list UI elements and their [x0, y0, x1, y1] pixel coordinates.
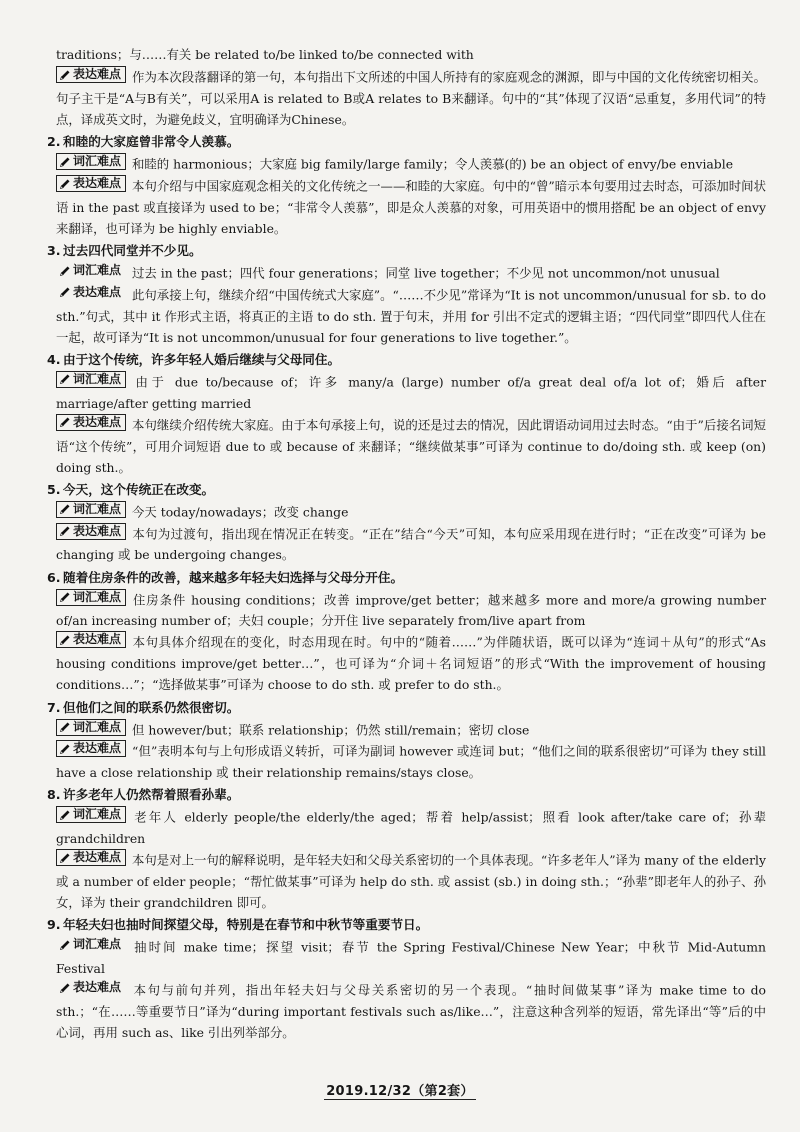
source-sentence: 今天，这个传统正在改变。: [63, 481, 215, 497]
pencil-icon: [59, 634, 71, 646]
pencil-icon: [59, 809, 71, 821]
note-text: 和睦的 harmonious；大家庭 big family/large family；令人羡慕(的) be an object of envy/be enviable: [132, 156, 734, 172]
tag-label: 表达难点: [73, 414, 122, 429]
expression-note: [56, 523, 766, 566]
item-number: 8.: [47, 787, 61, 803]
translation-item: [47, 349, 766, 478]
vocabulary-note: [56, 719, 766, 741]
pencil-icon: [59, 743, 71, 755]
vocabulary-note: [56, 589, 766, 632]
source-sentence: 随着住房条件的改善，越来越多年轻夫妇选择与父母分开住。: [63, 569, 404, 585]
item-number: 9.: [47, 917, 61, 933]
translation-item: [47, 479, 766, 566]
vocabulary-difficulty-tag: [56, 262, 126, 279]
note-text: 本句介绍与中国家庭观念相关的文化传统之一——和睦的大家庭。句中的“曾”暗示本句要用过去时态，可添加时间状语 in the past 或直接译为 used to be；“非常令人羡慕”，即是众人羡慕的对象，可用英语中的惯用搭配 be an object of envy 来翻译，也可译为 be highly enviable。: [56, 178, 766, 236]
note-text: 但 however/but；联系 relationship；仍然 still/remain；密切 close: [132, 722, 530, 738]
pencil-icon: [59, 178, 71, 190]
translation-item: [47, 697, 766, 784]
sentence-heading: [47, 131, 766, 153]
expression-note: [56, 631, 766, 695]
note-text: 老年人 elderly people/the elderly/the aged；帮着 help/assist；照看 look after/take care of；孙辈 grandchildren: [56, 809, 766, 846]
pencil-icon: [59, 939, 71, 951]
issue-page-number: 2019.12/32（第2套）: [326, 1084, 474, 1099]
vocabulary-difficulty-tag: [56, 501, 126, 518]
intro-line: traditions；与……有关 be related to/be linked to/be connected with: [56, 47, 474, 62]
note-text: “但”表明本句与上句形成语义转折，可译为副词 however 或连词 but；“他们之间的联系很密切”可译为 they still have a close relationship 或 their relationship remains/stays close。: [56, 743, 766, 780]
pencil-icon: [59, 525, 71, 537]
note-text: 今天 today/nowadays；改变 change: [132, 504, 349, 520]
note-text: 本句是对上一句的解释说明，是年轻夫妇和父母关系密切的一个具体表现。“许多老年人”译为 many of the elderly 或 a number of elder people；“帮忙做某事”可译为 help do sth. 或 assist (sb.) in doing sth.；“孙辈”即老年人的孙子、孙女，译为 their grandchildren 即可。: [56, 852, 766, 910]
translation-item: [47, 914, 766, 1043]
note-text: 此句承接上句，继续介绍“中国传统式大家庭”。“……不少见”常译为“It is not uncommon/unusual for sb. to do sth.”句式，其中 it 作形式主语，将真正的主语 to do sth. 置于句末，并用 for 引出不定式的逻辑主语；“四代同堂”即四代人住在一起，故可译为“It is not uncommon/unusual for four generations to live together.”。: [56, 287, 766, 345]
translation-item: [47, 240, 766, 348]
pencil-icon: [59, 265, 71, 277]
tag-label: 词汇难点: [73, 371, 122, 386]
item-number: 3.: [47, 243, 61, 259]
note-text: 抽时间 make time；探望 visit；春节 the Spring Festival/Chinese New Year；中秋节 Mid-Autumn Festival: [56, 939, 766, 976]
note-text: 本句继续介绍传统大家庭。由于本句承接上句，说的还是过去的情况，因此谓语动词用过去时态。“由于”后接名词短语“这个传统”，可用介词短语 due to 或 because of 来翻译；“继续做某事”可译为 continue to do/doing sth. 或 keep (on) doing sth.。: [56, 417, 766, 475]
note-text: 本句与前句并列，指出年轻夫妇与父母关系密切的另一个表现。“抽时间做某事”译为 make time to do sth.；“在……等重要节日”译为“during important festivals such as/like…”，注意这种含列举的短语，常先译出“等”后的中心词，再用 such as、like 引出列举部分。: [56, 982, 766, 1041]
expression-difficulty-tag: [56, 175, 126, 192]
vocabulary-difficulty-tag: [56, 806, 126, 823]
pencil-icon: [59, 982, 71, 994]
tag-label: 表达难点: [73, 850, 122, 865]
note-text: 住房条件 housing conditions；改善 improve/get better；越来越多 more and more/a growing number of/an increasing number of；夫妇 couple；分开住 live separately from/live apart from: [56, 592, 766, 629]
tag-label: 词汇难点: [73, 501, 122, 516]
item-number: 4.: [47, 351, 61, 367]
source-sentence: 年轻夫妇也抽时间探望父母，特别是在春节和中秋节等重要节日。: [63, 917, 429, 933]
pencil-icon: [59, 69, 71, 81]
expression-note: [56, 979, 766, 1043]
item-number: 6.: [47, 569, 61, 585]
source-sentence: 过去四代同堂并不少见。: [63, 243, 202, 259]
tag-label: 表达难点: [73, 632, 122, 647]
item-number: 5.: [47, 481, 61, 497]
intro-expression-note: [56, 66, 766, 130]
vocabulary-difficulty-tag: [56, 589, 126, 606]
vocabulary-note: [56, 936, 766, 979]
sentence-heading: [47, 914, 766, 936]
expression-difficulty-tag: [56, 740, 126, 757]
tag-label: 词汇难点: [73, 263, 122, 278]
vocabulary-difficulty-tag: [56, 936, 126, 953]
translation-item: [47, 131, 766, 239]
translation-item: [47, 567, 766, 696]
vocabulary-difficulty-tag: [56, 153, 126, 170]
vocabulary-note: [56, 371, 766, 414]
expression-difficulty-tag: [56, 414, 126, 431]
tag-label: 词汇难点: [73, 937, 122, 952]
expression-difficulty-tag: [56, 284, 126, 301]
expression-note: [56, 284, 766, 348]
sentence-heading: [47, 349, 766, 371]
tag-label: 表达难点: [73, 523, 122, 538]
source-sentence: 许多老年人仍然帮着照看孙辈。: [63, 787, 240, 803]
expression-difficulty-tag: [56, 849, 126, 866]
pencil-icon: [59, 591, 71, 603]
tag-label: 表达难点: [73, 176, 122, 191]
note-text: 本句具体介绍现在的变化，时态用现在时。句中的“随着……”为伴随状语，既可以译为“连词＋从句”的形式“As housing conditions improve/get better…”，也可译为“介词＋名词短语”的形式“With the improvement of housing conditions…”；“选择做某事”可译为 choose to do sth. 或 prefer to do sth.。: [56, 634, 766, 693]
note-text: 由于 due to/because of；许多 many/a (large) number of/a great deal of/a lot of；婚后 after marriage/after getting married: [56, 374, 766, 411]
tag-label: 表达难点: [73, 284, 122, 299]
sentence-heading: [47, 240, 766, 262]
source-sentence: 由于这个传统，许多年轻人婚后继续与父母同住。: [63, 351, 341, 367]
expression-note: [56, 740, 766, 783]
page-footer: [0, 1080, 800, 1099]
tag-label: 表达难点: [73, 980, 122, 995]
tag-label: 词汇难点: [73, 154, 122, 169]
item-number: 2.: [47, 134, 61, 150]
pencil-icon: [59, 156, 71, 168]
vocabulary-note: [56, 153, 766, 175]
tag-label: 表达难点: [73, 67, 122, 82]
note-text: 作为本次段落翻译的第一句，本句指出下文所述的中国人所持有的家庭观念的渊源，即与中国的文化传统密切相关。句子主干是“A与B有关”，可以采用A is related to B或A relates to B来翻译。句中的“其”体现了汉语“忌重复，多用代词”的特点，译成英文时，为避免歧义，宜明确译为Chinese。: [56, 69, 766, 128]
sentence-heading: [47, 697, 766, 719]
expression-note: [56, 175, 766, 239]
expression-difficulty-tag: [56, 66, 126, 83]
vocabulary-note: [56, 501, 766, 523]
source-sentence: 但他们之间的联系仍然很密切。: [63, 699, 240, 715]
expression-difficulty-tag: [56, 979, 126, 996]
source-sentence: 和睦的大家庭曾非常令人羡慕。: [63, 134, 240, 150]
sentence-heading: [47, 567, 766, 589]
pencil-icon: [59, 286, 71, 298]
vocabulary-difficulty-tag: [56, 719, 126, 736]
sentence-heading: [47, 784, 766, 806]
expression-note: [56, 414, 766, 478]
translation-item: [47, 784, 766, 913]
pencil-icon: [59, 503, 71, 515]
tag-label: 表达难点: [73, 741, 122, 756]
tag-label: 词汇难点: [73, 719, 122, 734]
pencil-icon: [59, 416, 71, 428]
note-text: 过去 in the past；四代 four generations；同堂 live together；不少见 not uncommon/not unusual: [132, 265, 720, 281]
vocabulary-note: [56, 262, 766, 284]
expression-note: [56, 849, 766, 913]
note-text: 本句为过渡句，指出现在情况正在转变。“正在”结合“今天”可知，本句应采用现在进行时；“正在改变”可译为 be changing 或 be undergoing changes。: [56, 526, 766, 563]
tag-label: 词汇难点: [73, 589, 122, 604]
pencil-icon: [59, 852, 71, 864]
pencil-icon: [59, 373, 71, 385]
vocabulary-difficulty-tag: [56, 371, 126, 388]
expression-difficulty-tag: [56, 631, 126, 648]
vocabulary-note: [56, 806, 766, 849]
pencil-icon: [59, 721, 71, 733]
expression-difficulty-tag: [56, 523, 126, 540]
item-number: 7.: [47, 699, 61, 715]
sentence-heading: [47, 479, 766, 501]
tag-label: 词汇难点: [73, 807, 122, 822]
